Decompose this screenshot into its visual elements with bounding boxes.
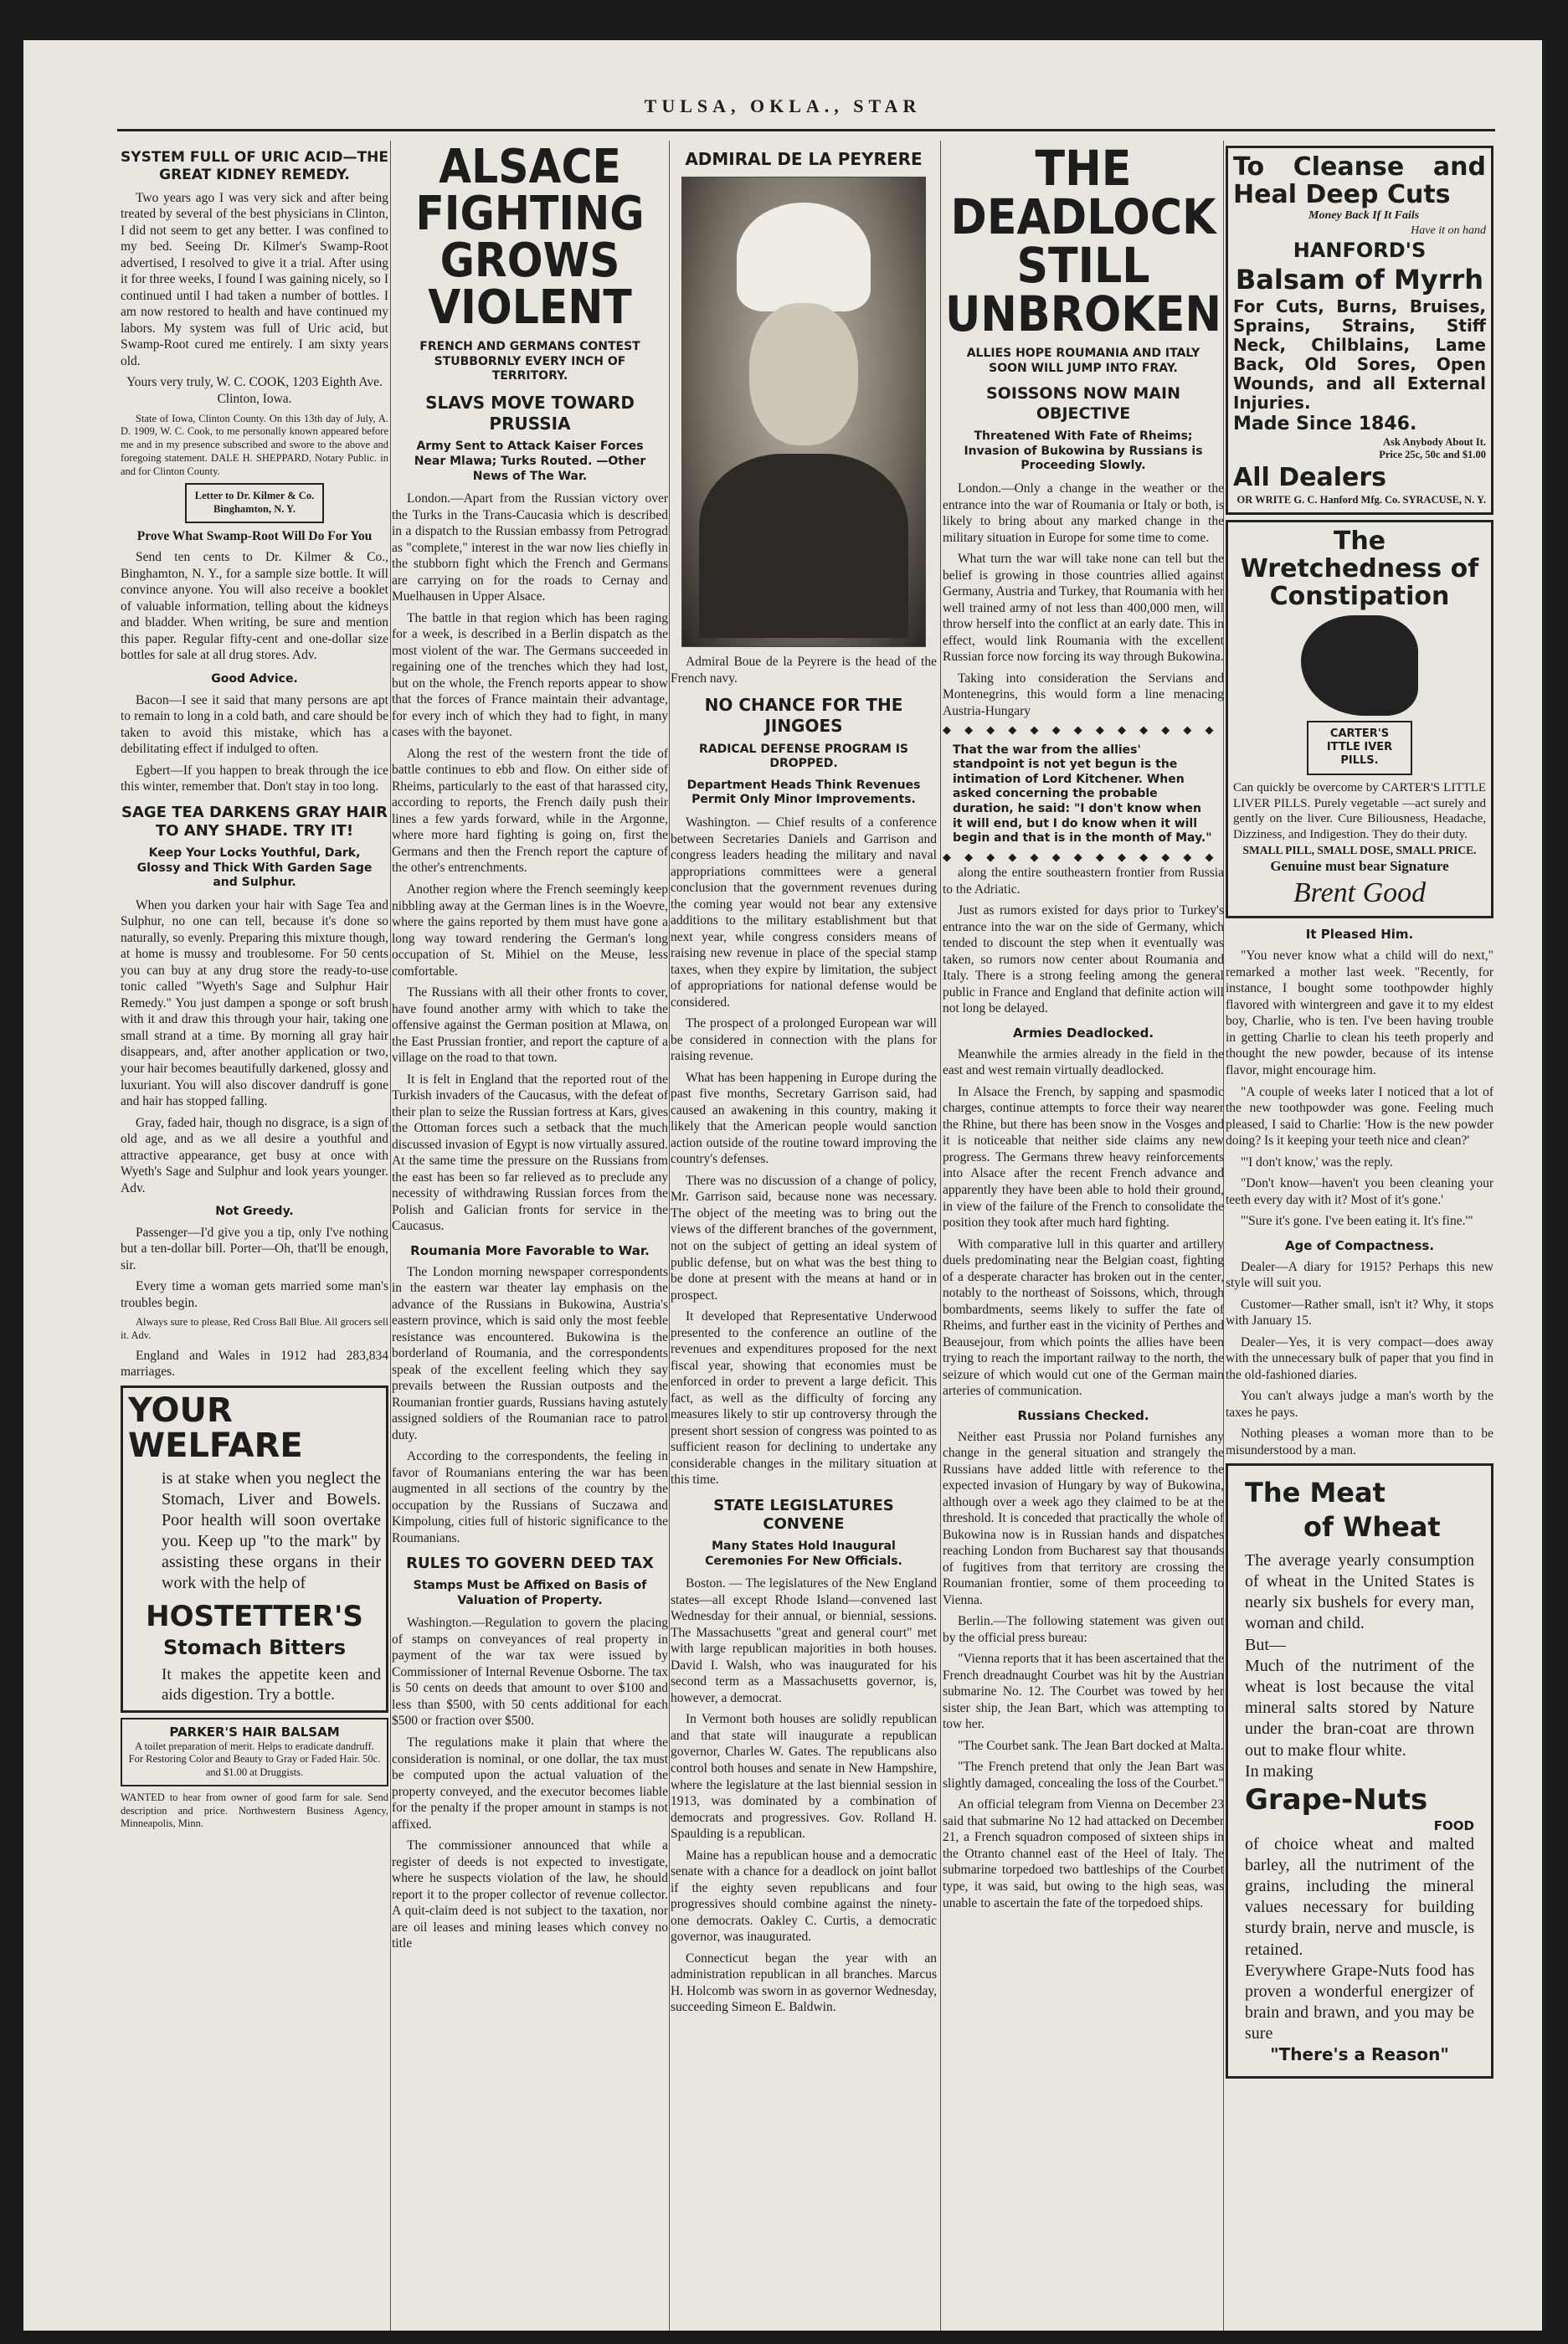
ad-title: YOUR WELFARE <box>128 1390 303 1465</box>
grape-nuts-ad <box>1226 1463 1493 2078</box>
article-text: In Alsace the French, by sapping and spasmodic charges, continue attempts to force their way nearer the Rhine, but there has been snow in the Vosges and it is noticeable that neither side claims any new progress. The Germans threw heavy reinforcements into Alsace after the recent French advance and apparently they have been able to hold their ground, in view of the failure of the French to consolidate the position they took after much hard fighting. <box>943 1084 1224 1231</box>
prove-heading: Prove What Swamp-Root Will Do For You <box>136 528 373 543</box>
article-text: Connecticut began the year with an administration republican in all branches. Marcus H. Holcomb was sworn in as governor Wednesday, succeeding Simeon E. Baldwin. <box>671 1951 937 2015</box>
article-text: What has been happening in Europe during the past five months, Secretary Garrison said, had caused an awakening in this country, making it likely that the American people would sanction action outside of the routine toward improving the country's defenses. <box>671 1070 937 1167</box>
ad-title-1: The Meat <box>1245 1477 1385 1509</box>
jingoes-headline: NO CHANCE FOR THE JINGOES <box>704 695 903 737</box>
ad-brand-sub: Balsam of Myrrh <box>1235 264 1484 296</box>
ad-text: The average yearly consumption of wheat in the United States is nearly six bushels for every man, woman and child. <box>1245 1550 1474 1633</box>
article-text: The commissioner announced that while a register of deeds is not expected to investigate, where he suspects violation of the law, he should report it to the proper collector of revenue collector. A quit-claim deed is not subject to the taxation, nor are oil leases and mining leases which convey no title <box>392 1838 668 1951</box>
russians-checked-subhead: Russians Checked. <box>1017 1407 1149 1423</box>
ad-title: The Wretchedness of Constipation <box>1240 526 1479 611</box>
column-divider <box>940 141 941 2331</box>
article-text: England and Wales in 1912 had 283,834 marriages. <box>121 1348 388 1380</box>
column-1 <box>121 141 388 1836</box>
ad-but: But— <box>1245 1635 1286 1654</box>
pill-box: CARTER'S ITTLE IVER PILLS. <box>1307 721 1412 775</box>
ad-making: In making <box>1245 1761 1314 1781</box>
star-border: ◆ ◆ ◆ ◆ ◆ ◆ ◆ ◆ ◆ ◆ ◆ ◆ ◆ <box>943 724 1219 738</box>
ad-text: Everywhere Grape-Nuts food has proven a wonderful energizer of brain and brawn, and you may be sure <box>1245 1961 1474 2043</box>
ad-body: is at stake when you neglect the Stomach, Liver and Bowels. Poor health will soon overtake you. Keep up "to the mark" by assisting these organs in their work with the help of <box>162 1468 381 1592</box>
article-text: along the entire southeastern frontier from Russia to the Adriatic. <box>943 866 1224 897</box>
article-text: Meanwhile the armies already in the field in the east and west remain virtually deadlocked. <box>943 1046 1224 1078</box>
hostetters-ad <box>121 1385 388 1713</box>
article-text: The prospect of a prolonged European war will be considered in connection with the plans for raising revenue. <box>671 1016 937 1064</box>
ad-blurb: Always sure to please, Red Cross Ball Blue. All grocers sell it. Adv. <box>121 1316 388 1342</box>
masthead-rule <box>117 129 1495 131</box>
article-text: Washington.—Regulation to govern the placing of stamps on conveyances of real property in payment of the war tax were issued by Commissioner of Internal Revenue Osborne. The tax is 50 cents on deeds that amount to over $100 and less than $500, with 50 cents additional for each $500 or fraction over $500. <box>392 1616 668 1729</box>
jingoes-subhead-2: Department Heads Think Revenues Permit Only Minor Improvements. <box>686 778 921 807</box>
portrait-coat <box>699 454 908 638</box>
article-text: "Vienna reports that it has been ascertained that the French dreadnaught Courbet was hit by the Austrian submarine No. 12. The Courbet was towed by her sister ship, the Jean Bart, which was attempting to tow her. <box>943 1652 1224 1732</box>
ad-title: To Cleanse and Heal Deep Cuts <box>1233 152 1486 209</box>
article-text: An official telegram from Vienna on December 23 said that submarine No 12 had attacked on December 21, a French squadron composed of sixteen ships in the Otranto channel east of the Heel of Italy. The submarine torpedoed two battleships of the Courbet type, it was said, but owing to the high seas, was unable to ascertain the fate of the torpedoed ships. <box>943 1797 1224 1910</box>
article-text: "The Courbet sank. The Jean Bart docked at Malta. <box>958 1738 1224 1753</box>
ad-price: Price 25c, 50c and $1.00 <box>1379 449 1486 461</box>
column-3 <box>671 141 937 2021</box>
sage-tea-subhead: Keep Your Locks Youthful, Dark, Glossy and Thick With Garden Sage and Sulphur. <box>136 846 373 890</box>
article-text: With comparative lull in this quarter and artillery duels predominating near the Belgian coast, fighting of a desperate character has broken out in the center, notably to the northeast of Soissons, which, through bombardments, seems likely to suffer the fate of Rheims, and further east in the vicinity of Perthes and Beausejour, from which points the allies have been trying to reach the important railway to the north, the seizure of which would cut one of the German main arteries of communication. <box>943 1236 1224 1399</box>
article-text: Berlin.—The following statement was given out by the official press bureau: <box>943 1614 1224 1645</box>
slavs-subhead: Army Sent to Attack Kaiser Forces Near Mlawa; Turks Routed. —Other News of The War. <box>414 440 646 483</box>
article-text: Gray, faded hair, though no disgrace, is a sign of old age, and as we all desire a youthful and attractive appearance, get busy at once with Wyeth's Sage and Sulphur and look years younger. Adv. <box>121 1115 388 1195</box>
ad-title-2: of Wheat <box>1303 1510 1441 1543</box>
letter-box: Letter to Dr. Kilmer & Co. Binghamton, N. Y. <box>185 483 324 523</box>
deed-tax-headline: RULES TO GOVERN DEED TAX <box>406 1555 654 1573</box>
article-text: London.—Only a change in the weather or the entrance into the war of Roumania or Italy or both, is likely to bring about any marked change in the military situation in Europe for some time to come. <box>943 481 1224 545</box>
ad-dealers: All Dealers <box>1233 463 1387 493</box>
article-text: Two years ago I was very sick and after being treated by several of the best physicians in Clinton, I did not seem to get any better. I was confined to my bed. Seeing Dr. Kilmer's Swamp-Root advertised, I resolved to give it a trial. After using it for three weeks, I found I was gaining nicely, so I continued until I had taken a number of bottles. I am now restored to health and have continued my labors. My system was full of Uric acid, but Swamp-Root cured me entirely. I am sixty years old. <box>121 190 388 368</box>
ad-genuine: Genuine must bear Signature <box>1270 858 1449 875</box>
star-border: ◆ ◆ ◆ ◆ ◆ ◆ ◆ ◆ ◆ ◆ ◆ ◆ ◆ <box>943 851 1219 864</box>
article-text: Boston. — The legislatures of the New England states—all except Rhode Island—convened last Wednesday for their annual, or biennial, sessions. The Massachusetts "great and general court" met with large republican majorities in both houses. David I. Walsh, who was inaugurated for his second term as a Massachusetts governor, is, however, a democrat. <box>671 1576 937 1705</box>
ad-body: Can quickly be overcome by CARTER'S LITTLE LIVER PILLS. Purely vegetable —act surely and gently on the liver. Cure Biliousness, Headache, Dizziness, and Indigestion. They do their duty. <box>1233 780 1486 842</box>
slavs-headline: SLAVS MOVE TOWARD PRUSSIA <box>425 392 635 434</box>
carters-ad <box>1226 520 1493 919</box>
article-text: It developed that Representative Underwood presented to the conference an outline of the revenues and expenditures proposed for the next fiscal year, showing that economies must be enforced in order to prevent a large deficit. This fact, as well as the difficulty of forcing any measures likely to stir up controversy through the present short session of congress was pointed to as sufficient reason for declining to undertake any considerable changes in the military situation at this time. <box>671 1309 937 1488</box>
ad-brand: HANFORD'S <box>1293 239 1427 263</box>
article-text: Dealer—Yes, it is very compact—does away with the unnecessary bulk of paper that you find in the old-fashioned diaries. <box>1226 1334 1493 1382</box>
article-text: Washington. — Chief results of a conference between Secretaries Daniels and Garrison and congress leaders heading the military and naval appropriations committees were a general conclusion that the government revenues during the coming year would not bear any extensive additions to the military establishment but that next year, while congress considers means of raising new revenue in place of the special stamp taxes, when they expire by limitation, the subject of appropriations for national defense would be considered. <box>671 815 937 1010</box>
article-text: It is felt in England that the reported rout of the Turkish invaders of the Caucasus, with the defeat of their plan to seize the Russian fortress at Kars, gives the Ottoman forces such a setback that the much discussed invasion of Egypt is now virtually assured. At the same time the pressure on the Russians from the east has been so far relieved as to preclude any necessity of withdrawing Russian forces from the Polish and Galician fronts for service in the Caucasus. <box>392 1072 668 1234</box>
column-5 <box>1226 141 1493 2084</box>
article-text: In Vermont both houses are solidly republican and that state will inaugurate a republican governor, Charles W. Gates. The republicans also control both houses and senate in New Hampshire, where the legislature at the last biennial session in 1913, was dominated by a combination of democrats and progressives. Gov. Rolland H. Spaulding is a republican. <box>671 1712 937 1842</box>
column-2 <box>392 141 668 1957</box>
kitchener-quote: That the war from the allies' standpoint is not yet begun is the intimation of Lord Kitchener. When asked concerning the probable duration, he said: "I don't know when it will end, but I do know when it will begin and that is in the month of May." <box>953 743 1212 846</box>
portrait-caption: Admiral Boue de la Peyrere is the head of the French navy. <box>671 655 937 686</box>
crow-illustration <box>1301 615 1418 716</box>
article-text: "A couple of weeks later I noticed that a lot of the new toothpowder was gone. Feeling much pleased, I said to Charlie: 'How is the new powder doing? Is it keeping your teeth nice and clean?' <box>1226 1084 1493 1149</box>
pleased-heading: It Pleased Him. <box>1305 927 1414 943</box>
article-text: Maine has a republican house and a democratic senate with a chance for a deadlock on joint ballot if the eighty seven republicans and four progressives should combine against the ninety-one democrats. Oakley C. Curtis, a democratic governor, was inaugurated. <box>671 1848 937 1945</box>
article-text: "'Sure it's gone. I've been eating it. It's fine.'" <box>1241 1214 1473 1229</box>
ad-text: of choice wheat and malted barley, all the nutriment of the grains, including the mineral values necessary for building sturdy brain, nerve and muscle, is retained. <box>1245 1834 1474 1959</box>
ad-ask: Ask Anybody About It. <box>1383 435 1486 448</box>
wanted-ad: WANTED to hear from owner of good farm for sale. Send description and price. Northwestern Business Agency, Minneapolis, Minn. <box>121 1791 388 1830</box>
sage-tea-headline: SAGE TEA DARKENS GRAY HAIR TO ANY SHADE. TRY IT! <box>121 803 388 840</box>
portrait-face <box>749 303 858 445</box>
article-text: "Don't know—haven't you been cleaning your teeth every day with it? Most of it's gone.' <box>1226 1176 1493 1207</box>
article-text: Nothing pleases a woman more than to be misunderstood by a man. <box>1226 1426 1493 1457</box>
soissons-subhead: Threatened With Fate of Rheims; Invasion of Bukowina by Russians is Proceeding Slowly. <box>964 429 1203 473</box>
article-text: London.—Apart from the Russian victory over the Turks in the Trans-Caucasia which is described in a dispatch to the Russian embassy from Petrograd as "complete," interest in the war now lies chiefly in the stubborn fight which the French and Germans are carrying on for the roads to Cernay and Muelhausen in Upper Alsace. <box>392 491 668 604</box>
kidney-headline: SYSTEM FULL OF URIC ACID—THE GREAT KIDNEY REMEDY. <box>121 149 388 184</box>
column-4 <box>943 141 1224 1916</box>
good-advice-heading: Good Advice. <box>211 671 298 686</box>
article-text: There was no discussion of a change of policy, Mr. Garrison said, because none was necessary. The object of the meeting was to bring out the views of the different branches of the government, not on the subject of getting an ideal system of public defense, but on what was the best thing to be done at present with the means at hand or in prospect. <box>671 1173 937 1303</box>
admiral-heading: ADMIRAL DE LA PEYRERE <box>685 149 923 169</box>
column-divider <box>669 141 670 2331</box>
article-text: Another region where the French seemingly keep nibbling away at the German lines is in the Woevre, where the gains reported by them must have gone a long way toward rendering the German's long occupation of St. Mihiel on the Meuse, less comfortable. <box>392 882 668 979</box>
deed-tax-subhead: Stamps Must be Affixed on Basis of Valuation of Property. <box>413 1579 647 1607</box>
article-text: What turn the war will take none can tell but the belief is growing in those countries allied against Germany, Austria and Turkey, that Roumania with her well trained army of not less than 400,000 men, will throw herself into the conflict at an early date. This in effect, would link Roumania with the excellent Russian force now forcing its way through Bukowina. <box>943 552 1224 665</box>
signature: Yours very truly, W. C. COOK, 1203 Eighth Ave. Clinton, Iowa. <box>126 375 383 406</box>
article-text: Send ten cents to Dr. Kilmer & Co., Binghamton, N. Y., for a sample size bottle. It will convince anyone. You will also receive a booklet of valuable information, telling about the kidneys and bladder. When writing, be sure and mention this paper. Regular fifty-cent and one-dollar size bottles for sale at all drug stores. Adv. <box>121 550 388 663</box>
legislatures-subhead: Many States Hold Inaugural Ceremonies For New Officials. <box>705 1540 902 1568</box>
ad-write: OR WRITE G. C. Hanford Mfg. Co. SYRACUSE, N. Y. <box>1236 493 1486 506</box>
article-text: The battle in that region which has been raging for a week, is described in a Berlin dispatch as the most violent of the war. The Germans succeeded in regaining one of the trenches which they had lost, but on the whole, the French reports appear to show that the forces of France maintain their advantage, for every inch of which they had to fight, in many cases with the bayonet. <box>392 610 668 740</box>
masthead: TULSA, OKLA., STAR <box>644 95 922 116</box>
article-text: The regulations make it plain that where the consideration is nominal, or one dollar, the tax must be computed upon the actual valuation of the property conveyed, and the executor becomes liable for the penalty if the proper amount in stamps is not affixed. <box>392 1735 668 1832</box>
article-text: According to the correspondents, the feeling in favor of Roumanians entering the war has been augmented in all sections of the country by the occupation by the Russians of Suczawa and Kimpolung, cities full of historic significance to the Roumanians. <box>392 1449 668 1545</box>
article-text: "You never know what a child will do next," remarked a mother last week. "Recently, for instance, I bought some toothpowder highly flavored with wintergreen and gave it to my eldest boy, Charlie, who is ten. I've been having trouble in getting Charlie to clean his teeth properly and thought the new powder, because of its intense flavor, might encourage him. <box>1226 948 1493 1077</box>
ad-brand: Grape-Nuts <box>1245 1782 1428 1817</box>
article-text: Bacon—I see it said that many persons are apt to remain to long in a cold bath, and care should be taken to avoid this mistake, which has a debilitating effect if indulged to often. <box>121 692 388 757</box>
ad-hand: Have it on hand <box>1411 224 1486 237</box>
not-greedy-heading: Not Greedy. <box>215 1205 294 1219</box>
article-text: Egbert—If you happen to break through the ice this winter, remember that. Don't stay in too long. <box>121 763 388 794</box>
article-text: Dealer—A diary for 1915? Perhaps this new style will suit you. <box>1226 1259 1493 1291</box>
soissons-headline: SOISSONS NOW MAIN OBJECTIVE <box>986 384 1180 424</box>
newspaper-page <box>23 40 1542 2331</box>
article-text: You can't always judge a man's worth by the taxes he pays. <box>1226 1389 1493 1420</box>
ad-small-pill: SMALL PILL, SMALL DOSE, SMALL PRICE. <box>1242 844 1477 857</box>
legislatures-headline: STATE LEGISLATURES CONVENE <box>713 1496 894 1534</box>
article-text: The Russians with all their other fronts to cover, have found another army with which to take the offensive against the German position at Mlawa, on the East Prussian frontier, and report the capture of a village on the road to that town. <box>392 985 668 1066</box>
column-divider <box>390 141 391 2331</box>
deadlock-headline: THE DEADLOCK STILL UNBROKEN <box>944 141 1222 342</box>
ad-reason: "There's a Reason" <box>1270 2044 1449 2065</box>
ad-money-back: Money Back If It Fails <box>1308 209 1420 222</box>
ad-food: FOOD <box>1433 1817 1474 1833</box>
article-text: Along the rest of the western front the tide of battle continues to ebb and flow. On either side of Rheims, particularly to the east of that harassed city, according to reports, the French daily push their lines a few yards forward, while in the Argonne, where more hard fighting is going on, first the Germans and then the French report the capture of the other's entrenchments. <box>392 746 668 876</box>
article-text: Neither east Prussia nor Poland furnishes any change in the general situation and strangely the Russians have added little with reference to the expected invasion of Hungary by way of Bukowina, although over a week ago they claimed to be at the threshold. It is conceded that practically the whole of Bukowina now is in Russian hands and dispatches reaching London from Bucharest say that thousands of fugitives from that territory are crossing the Roumanian frontier, some of them proceeding to Vienna. <box>943 1429 1224 1607</box>
alsace-subhead: FRENCH AND GERMANS CONTEST STUBBORNLY EVERY INCH OF TERRITORY. <box>419 340 640 383</box>
ad-tail: It makes the appetite keen and aids digestion. Try a bottle. <box>162 1665 381 1704</box>
ad-body: For Cuts, Burns, Bruises, Sprains, Strains, Stiff Neck, Chilblains, Lame Back, Old Sores, Open Wounds, and all External Injuries. <box>1233 296 1486 413</box>
hanfords-ad <box>1226 146 1493 515</box>
parkers-ad <box>121 1718 388 1786</box>
article-text: When you darken your hair with Sage Tea and Sulphur, no one can tell, because it's done so naturally, so evenly. Preparing this mixture though, at home is mussy and troublesome. For 50 cents you can buy at any drug store the ready-to-use tonic called "Wyeth's Sage and Sulphur Hair Remedy." You just dampen a sponge or soft brush with it and draw this through your hair, taking one small strand at a time. By morning all gray hair disappears, and, after another application or two, your hair becomes beautifully darkened, glossy and luxuriant. You will also discover dandruff is gone and hair has stopped falling. <box>121 897 388 1109</box>
ad-since: Made Since 1846. <box>1233 413 1417 434</box>
parker-body: A toilet preparation of merit. Helps to eradicate dandruff. For Restoring Color and Beauty to Gray or Faded Hair. 50c. and $1.00 at Druggists. <box>128 1740 381 1779</box>
portrait-hat <box>737 203 871 311</box>
article-text: Just as rumors existed for days prior to Turkey's entrance into the war on the side of Germany, which tended to discount the step when it eventually was taken, so rumors now center about Roumania and Italy. There is a strong feeling among the general public in France and England that definite action will not long be delayed. <box>943 903 1224 1016</box>
ad-brand: HOSTETTER'S <box>146 1599 363 1633</box>
admiral-portrait <box>681 177 926 647</box>
alsace-headline: ALSACE FIGHTING GROWS VIOLENT <box>415 141 645 335</box>
armies-subhead: Armies Deadlocked. <box>1012 1025 1154 1041</box>
ad-text: Much of the nutriment of the wheat is lost because the vital mineral salts stored by Nature under the bran-coat are thrown out to make flour white. <box>1245 1656 1474 1760</box>
ad-signature: Brent Good <box>1293 876 1427 908</box>
article-text: "'I don't know,' was the reply. <box>1241 1154 1393 1169</box>
deadlock-subhead: ALLIES HOPE ROUMANIA AND ITALY SOON WILL JUMP INTO FRAY. <box>966 347 1200 375</box>
article-text: "The French pretend that only the Jean Bart was slightly damaged, concealing the loss of the Courbet." <box>943 1760 1224 1791</box>
parker-title: PARKER'S HAIR BALSAM <box>169 1724 340 1740</box>
ad-brand-sub: Stomach Bitters <box>163 1635 346 1659</box>
article-text: The London morning newspaper correspondents in the eastern war theater lay emphasis on the advance of the Russians in Bukowina, Austria's eastern province, which is said only the most feeble resistance was encountered. Bukowina is the borderland of Roumania, and the correspondents speak of the excellent feeling which they say prevails between the Russian outposts and the Roumanian frontier guards, Russians having astutely assigned soldiers of the Roumanian race to patrol duty. <box>392 1264 668 1442</box>
notary-statement: State of Iowa, Clinton County. On this 13th day of July, A. D. 1909, W. C. Cook, to me personally known appeared before me and in my presence subscribed and swore to the above and foregoing statement. DALE H. SHEPPARD, Notary Public. in and for Clinton County. <box>121 412 388 477</box>
article-text: Taking into consideration the Servians and Montenegrins, this would form a line menacing Austria-Hungary <box>943 671 1224 718</box>
article-text: Customer—Rather small, isn't it? Why, it stops with January 15. <box>1226 1297 1493 1329</box>
jingoes-subhead: RADICAL DEFENSE PROGRAM IS DROPPED. <box>698 742 909 771</box>
article-text: Passenger—I'd give you a tip, only I've nothing but a ten-dollar bill. Porter—Oh, that'll be enough, sir. <box>121 1225 388 1272</box>
roumania-subhead: Roumania More Favorable to War. <box>410 1242 650 1258</box>
article-text: Every time a woman gets married some man's troubles begin. <box>121 1279 388 1310</box>
compactness-heading: Age of Compactness. <box>1284 1237 1435 1253</box>
